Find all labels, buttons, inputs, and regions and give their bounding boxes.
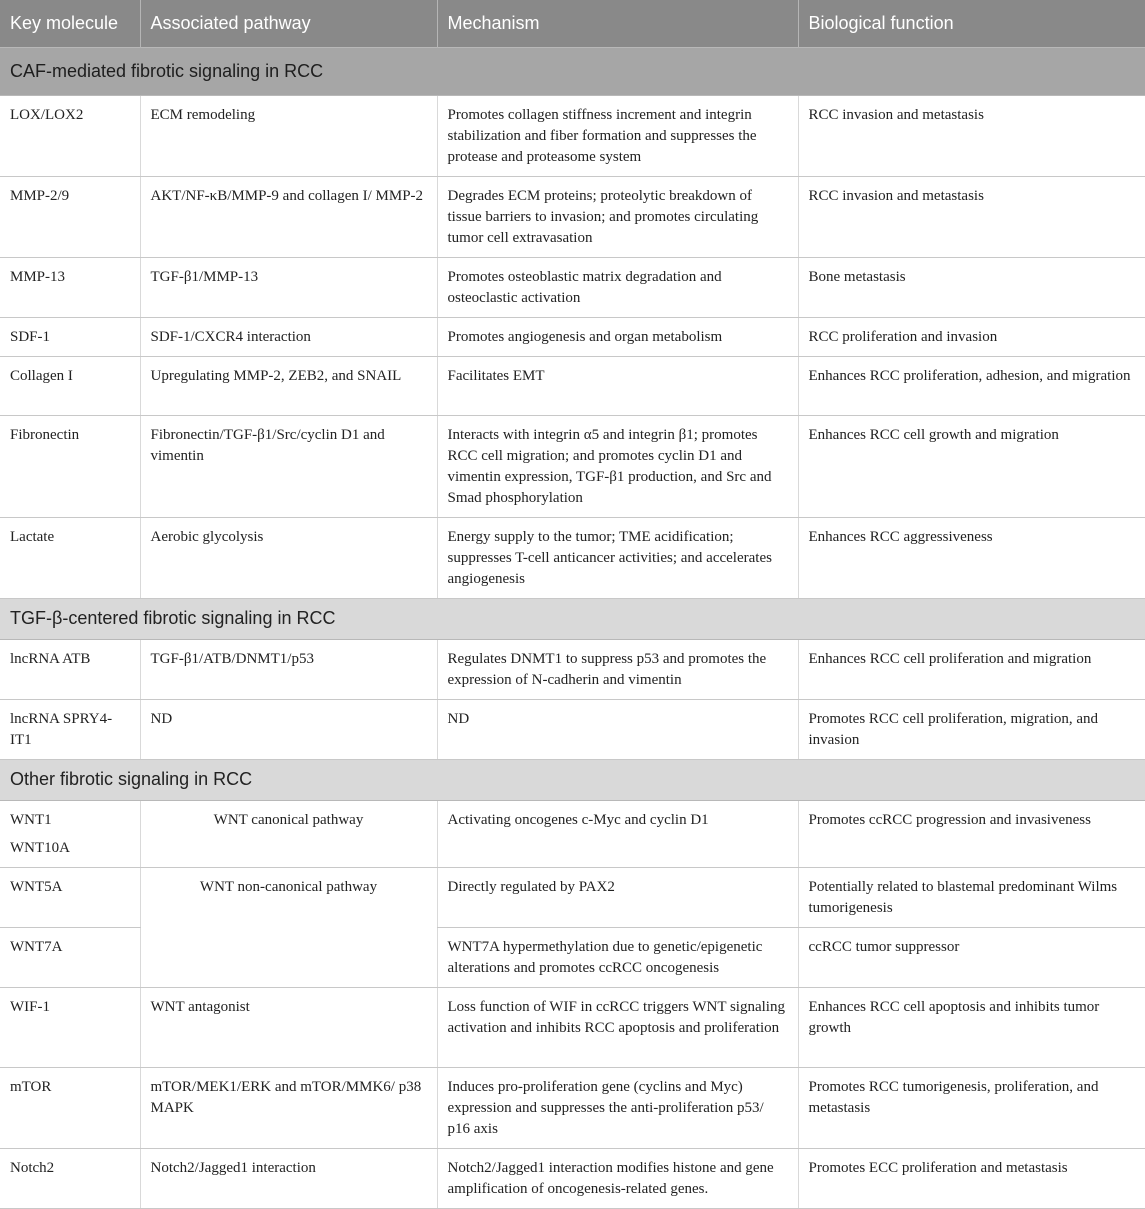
molecule-line: WNT1 [10, 811, 52, 828]
cell-mechanism: Regulates DNMT1 to suppress p53 and promotes the expression of N-cadherin and vimentin [437, 639, 798, 699]
cell-molecule: mTOR [0, 1067, 140, 1148]
cell-function: Promotes RCC cell proliferation, migration, and invasion [798, 699, 1145, 759]
cell-function: Bone metastasis [798, 257, 1145, 317]
table-row [0, 1148, 1145, 1208]
cell-molecule: lncRNA ATB [0, 639, 140, 699]
cell-pathway: TGF-β1/MMP-13 [140, 257, 437, 317]
table-row [0, 95, 1145, 176]
cell-molecule: LOX/LOX2 [0, 95, 140, 176]
cell-function: ccRCC tumor suppressor [798, 927, 1145, 987]
cell-pathway: mTOR/MEK1/ERK and mTOR/MMK6/ p38 MAPK [140, 1067, 437, 1148]
section-title: CAF-mediated fibrotic signaling in RCC [0, 47, 1145, 95]
section-header-row [0, 759, 1145, 800]
cell-function: RCC invasion and metastasis [798, 176, 1145, 257]
section-header-row [0, 598, 1145, 639]
cell-pathway: AKT/NF-κB/MMP-9 and collagen I/ MMP-2 [140, 176, 437, 257]
cell-mechanism: Degrades ECM proteins; proteolytic breakdown of tissue barriers to invasion; and promotes circulating tumor cell extravasation [437, 176, 798, 257]
table-row [0, 639, 1145, 699]
cell-mechanism: ND [437, 699, 798, 759]
cell-mechanism: Energy supply to the tumor; TME acidification; suppresses T-cell anticancer activities; and accelerates angiogenesis [437, 517, 798, 598]
cell-function: Promotes ECC proliferation and metastasis [798, 1148, 1145, 1208]
cell-pathway: Upregulating MMP-2, ZEB2, and SNAIL [140, 356, 437, 415]
header-biological-function: Biological function [798, 0, 1145, 47]
cell-function: Enhances RCC aggressiveness [798, 517, 1145, 598]
cell-function: RCC invasion and metastasis [798, 95, 1145, 176]
cell-molecule: Collagen I [0, 356, 140, 415]
cell-mechanism: Promotes collagen stiffness increment and integrin stabilization and fiber formation and suppresses the protease and proteasome system [437, 95, 798, 176]
cell-mechanism: Promotes osteoblastic matrix degradation and osteoclastic activation [437, 257, 798, 317]
table-row [0, 176, 1145, 257]
cell-function: Enhances RCC cell apoptosis and inhibits tumor growth [798, 987, 1145, 1067]
cell-mechanism: Notch2/Jagged1 interaction modifies histone and gene amplification of oncogenesis-related genes. [437, 1148, 798, 1208]
cell-mechanism: WNT7A hypermethylation due to genetic/epigenetic alterations and promotes ccRCC oncogenesis [437, 927, 798, 987]
cell-mechanism: Activating oncogenes c-Myc and cyclin D1 [437, 800, 798, 867]
cell-pathway: SDF-1/CXCR4 interaction [140, 317, 437, 356]
cell-mechanism: Facilitates EMT [437, 356, 798, 415]
cell-pathway: Notch2/Jagged1 interaction [140, 1148, 437, 1208]
cell-mechanism: Directly regulated by PAX2 [437, 867, 798, 927]
header-mechanism: Mechanism [437, 0, 798, 47]
cell-function: RCC proliferation and invasion [798, 317, 1145, 356]
cell-function: Enhances RCC cell growth and migration [798, 415, 1145, 517]
section-title: TGF-β-centered fibrotic signaling in RCC [0, 598, 1145, 639]
table-row [0, 317, 1145, 356]
cell-molecule: WIF-1 [0, 987, 140, 1067]
cell-function: Promotes RCC tumorigenesis, proliferation, and metastasis [798, 1067, 1145, 1148]
molecule-line: WNT10A [10, 839, 70, 856]
table-row [0, 1067, 1145, 1148]
table-row [0, 800, 1145, 867]
cell-pathway: ECM remodeling [140, 95, 437, 176]
cell-pathway: TGF-β1/ATB/DNMT1/p53 [140, 639, 437, 699]
cell-molecule: Notch2 [0, 1148, 140, 1208]
cell-function: Enhances RCC cell proliferation and migration [798, 639, 1145, 699]
cell-molecule [0, 800, 140, 867]
cell-molecule: WNT5A [0, 867, 140, 927]
table-row [0, 257, 1145, 317]
cell-function: Potentially related to blastemal predominant Wilms tumorigenesis [798, 867, 1145, 927]
cell-function: Enhances RCC proliferation, adhesion, and migration [798, 356, 1145, 415]
section-title: Other fibrotic signaling in RCC [0, 759, 1145, 800]
cell-pathway: WNT canonical pathway [140, 800, 437, 867]
cell-function: Promotes ccRCC progression and invasiveness [798, 800, 1145, 867]
table-row [0, 699, 1145, 759]
header-row [0, 0, 1145, 47]
header-key-molecule: Key molecule [0, 0, 140, 47]
cell-molecule: Fibronectin [0, 415, 140, 517]
cell-mechanism: Induces pro-proliferation gene (cyclins and Myc) expression and suppresses the anti-proliferation p53/ p16 axis [437, 1067, 798, 1148]
cell-pathway: WNT non-canonical pathway [140, 867, 437, 987]
cell-pathway: ND [140, 699, 437, 759]
table-row [0, 867, 1145, 927]
cell-pathway: WNT antagonist [140, 987, 437, 1067]
cell-mechanism: Promotes angiogenesis and organ metabolism [437, 317, 798, 356]
table-row [0, 517, 1145, 598]
cell-pathway: Fibronectin/TGF-β1/Src/cyclin D1 and vimentin [140, 415, 437, 517]
cell-molecule: WNT7A [0, 927, 140, 987]
cell-mechanism: Loss function of WIF in ccRCC triggers WNT signaling activation and inhibits RCC apoptosis and proliferation [437, 987, 798, 1067]
table-row [0, 415, 1145, 517]
cell-mechanism: Interacts with integrin α5 and integrin β1; promotes RCC cell migration; and promotes cyclin D1 and vimentin expression, TGF-β1 production, and Src and Smad phosphorylation [437, 415, 798, 517]
cell-molecule: Lactate [0, 517, 140, 598]
section-header-row [0, 47, 1145, 95]
header-associated-pathway: Associated pathway [140, 0, 437, 47]
cell-molecule: SDF-1 [0, 317, 140, 356]
cell-molecule: MMP-13 [0, 257, 140, 317]
cell-molecule: MMP-2/9 [0, 176, 140, 257]
cell-pathway: Aerobic glycolysis [140, 517, 437, 598]
cell-molecule: lncRNA SPRY4-IT1 [0, 699, 140, 759]
table-row [0, 356, 1145, 415]
table-row [0, 987, 1145, 1067]
